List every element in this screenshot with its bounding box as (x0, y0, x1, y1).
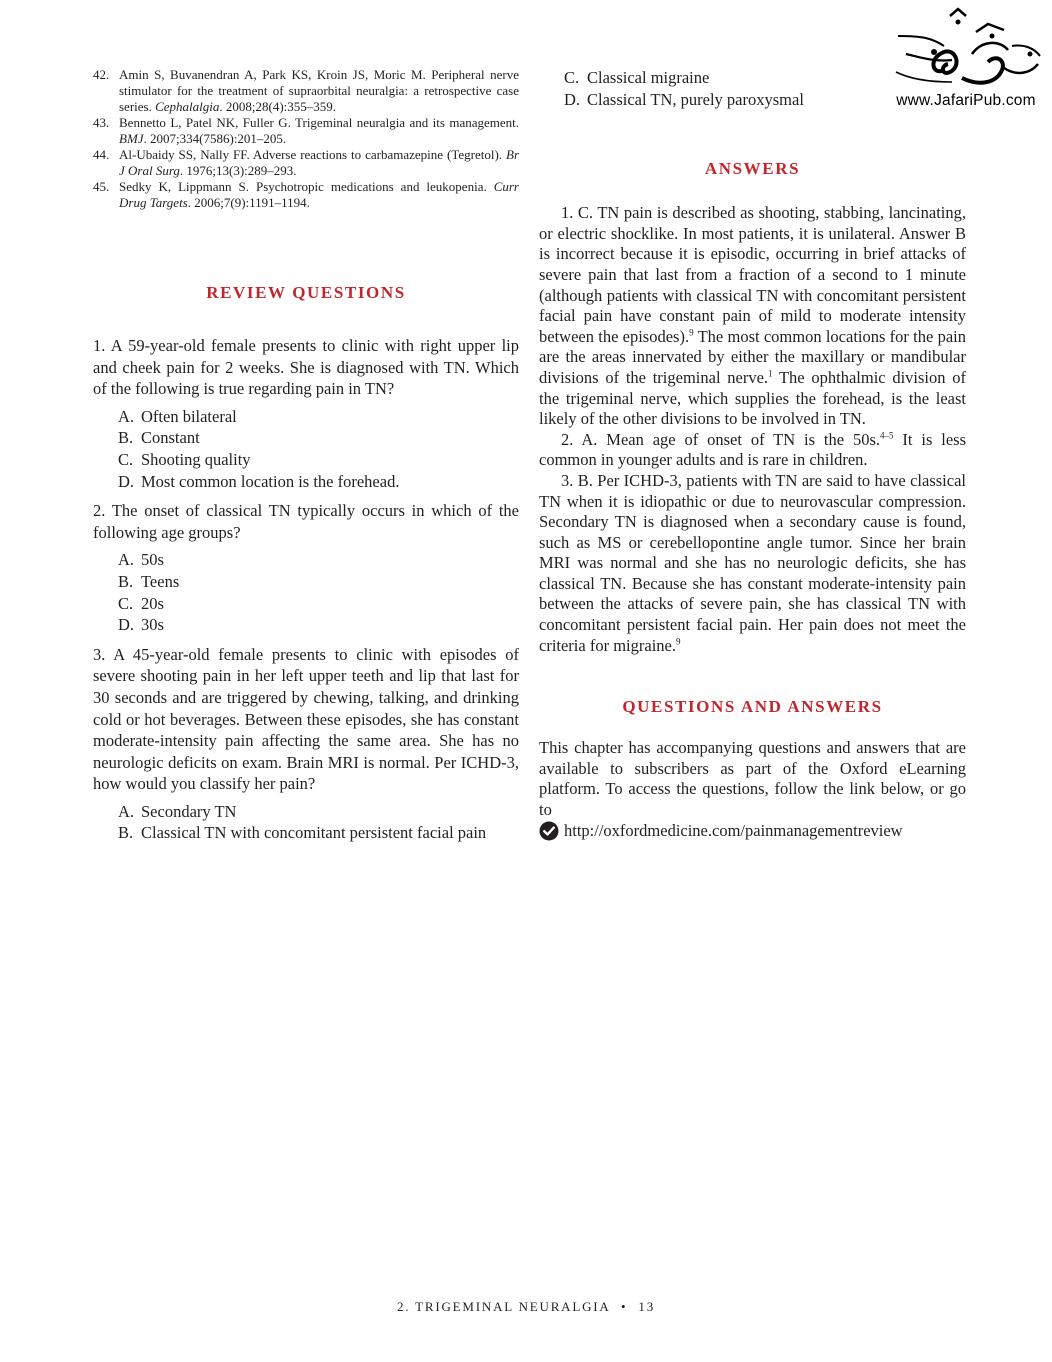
reference-number: 44. (93, 147, 110, 162)
reference-text: Amin S, Buvanendran A, Park KS, Kroin JS, Moric M. Peripheral nerve stimulator for the treatment of supraorbital neuralgia: a retrospective case series. (119, 67, 519, 114)
answer-3-paragraph (539, 471, 966, 656)
answer-option (118, 449, 519, 471)
option-text: Shooting quality (141, 449, 251, 469)
answer-option (118, 593, 519, 615)
answer-2-paragraph (539, 430, 966, 471)
option-letter: B. (118, 428, 134, 448)
option-letter: D. (118, 471, 135, 491)
option-text: Classical TN with concomitant persistent facial pain (141, 823, 487, 843)
reference-citation: . 2006;7(9):1191–1194. (187, 195, 310, 210)
reference-text: Bennetto L, Patel NK, Fuller G. Trigeminal neuralgia and its management. (119, 115, 519, 130)
reference-citation: . 2008;28(4):355–359. (219, 99, 337, 114)
answer-option (118, 427, 519, 449)
review-questions-heading: REVIEW QUESTIONS (206, 283, 406, 302)
reference-item (93, 67, 519, 115)
option-text: 20s (141, 593, 164, 613)
option-letter: A. (118, 406, 135, 426)
option-letter: B. (118, 571, 134, 591)
option-letter: D. (118, 615, 135, 635)
reference-journal: Cephalalgia (155, 99, 220, 114)
right-column (539, 67, 966, 841)
answer-1-paragraph (539, 203, 966, 430)
question-3-options (93, 801, 519, 844)
reference-text: Al-Ubaidy SS, Nally FF. Adverse reactions to carbamazepine (Tegretol). (119, 147, 506, 162)
reference-number: 43. (93, 115, 110, 130)
reference-number: 42. (93, 67, 110, 82)
reference-journal: BMJ (119, 131, 144, 146)
answer-option (118, 801, 519, 823)
option-letter: C. (118, 449, 134, 469)
page-footer (0, 1299, 1052, 1315)
footer-separator: • (620, 1299, 628, 1314)
answer-text: 2. A. Mean age of onset of TN is the 50s. (561, 429, 881, 449)
option-text: Classical TN, purely paroxysmal (587, 89, 804, 109)
answer-option (118, 471, 519, 493)
reference-number: 45. (93, 179, 110, 194)
reference-text: Sedky K, Lippmann S. Psychotropic medications and leukopenia. (119, 179, 494, 194)
option-letter: D. (564, 89, 581, 109)
page-number: 13 (638, 1299, 655, 1314)
question-2-text: 2. The onset of classical TN typically occurs in which of the following age groups? (93, 501, 519, 542)
reference-citation: . 1976;13(3):289–293. (179, 163, 297, 178)
left-column (93, 67, 519, 852)
reference-journal: Br J Oral Surg (119, 147, 519, 178)
footer-chapter-title: 2. TRIGEMINAL NEURALGIA (396, 1299, 610, 1314)
reference-item (93, 115, 519, 147)
question-3-text: 3. A 45-year-old female presents to clinic with episodes of severe shooting pain in her left upper teeth and lip that last for 30 seconds and are triggered by chewing, talking, and drinking cold or hot beverages. Between these episodes, she has constant moderate-intensity pain affecting the same area. She has no neurologic deficits on exam. Brain MRI is normal. Per ICHD-3, how would you classify her pain? (93, 644, 519, 794)
option-text: Teens (141, 571, 180, 591)
citation-superscript: 4–5 (880, 430, 894, 441)
answer-option (118, 822, 519, 844)
answer-text: 1. C. TN pain is described as shooting, stabbing, lancinating, or electric shocklike. In most patients, it is unilateral. Answer B is incorrect because it is episodic, occurring in brief attacks of severe pain that last from a fraction of a second to 1 minute (although patients with classical TN with concomitant persistent facial pain have constant pain of mild to moderate intensity between the episodes). (539, 203, 966, 346)
reference-item (93, 179, 519, 211)
option-text: 30s (141, 615, 164, 635)
answer-text: The ophthalmic division of the trigeminal nerve, which supplies the forehead, is the least likely of the other divisions to be involved in TN. (539, 367, 966, 429)
option-text: Often bilateral (141, 406, 237, 426)
citation-superscript: 9 (689, 327, 694, 338)
answer-option (564, 89, 966, 111)
answers-heading: ANSWERS (704, 159, 801, 179)
question-2-options (93, 549, 519, 635)
answer-text: It is less common in younger adults and is rare in children. (539, 429, 966, 470)
reference-item (93, 147, 519, 179)
question-1-options (93, 406, 519, 492)
reference-journal: Curr Drug Targets (119, 179, 519, 210)
reference-citation: . 2007;334(7586):201–205. (143, 131, 287, 146)
answer-text: 3. B. Per ICHD-3, patients with TN are said to have classical TN when it is idiopathic or due to neurovascular compression. Secondary TN is diagnosed when a secondary cause is found, such as MS or cerebellopontine angle tumor. Since her brain MRI was normal and she has no neurologic deficits, she has classical TN. Because she has constant moderate-intensity pain between the attacks of severe pain, she has classical TN with concomitant persistent facial pain. Her pain does not meet the criteria for migraine. (539, 470, 966, 655)
option-text: Secondary TN (141, 801, 237, 821)
answer-text: The most common locations for the pain are the areas innervated by either the maxillary or mandibular divisions of the trigeminal nerve. (539, 326, 967, 387)
answer-option (118, 571, 519, 593)
reference-list (93, 67, 519, 211)
check-circle-icon (539, 821, 559, 841)
citation-superscript: 1 (768, 368, 773, 379)
option-text: 50s (141, 550, 164, 570)
answer-option (118, 614, 519, 636)
option-letter: A. (118, 801, 135, 821)
option-letter: A. (118, 550, 135, 570)
option-letter: C. (118, 593, 134, 613)
option-letter: B. (118, 823, 134, 843)
question-3-options-continued (539, 67, 966, 110)
logo-url-text: www.JafariPub.com (896, 92, 1036, 109)
citation-superscript: 9 (675, 636, 681, 647)
option-letter: C. (564, 68, 580, 87)
answer-option (564, 67, 966, 89)
questions-and-answers-heading: QUESTIONS AND ANSWERS (622, 697, 883, 717)
answer-option (118, 406, 519, 428)
qa-description: This chapter has accompanying questions and answers that are available to subscribers as part of the Oxford eLearning platform. To access the questions, follow the link below, or go to (539, 738, 966, 820)
option-text: Classical migraine (587, 68, 710, 87)
elearning-link-row[interactable] (539, 821, 966, 842)
elearning-link[interactable]: http://oxfordmedicine.com/painmanagementreview (564, 820, 903, 840)
option-text: Most common location is the forehead. (141, 471, 400, 491)
question-1-text: 1. A 59-year-old female presents to clinic with right upper lip and cheek pain for 2 weeks. She is diagnosed with TN. Which of the following is true regarding pain in TN? (93, 336, 519, 399)
answer-option (118, 549, 519, 571)
option-text: Constant (141, 428, 200, 448)
